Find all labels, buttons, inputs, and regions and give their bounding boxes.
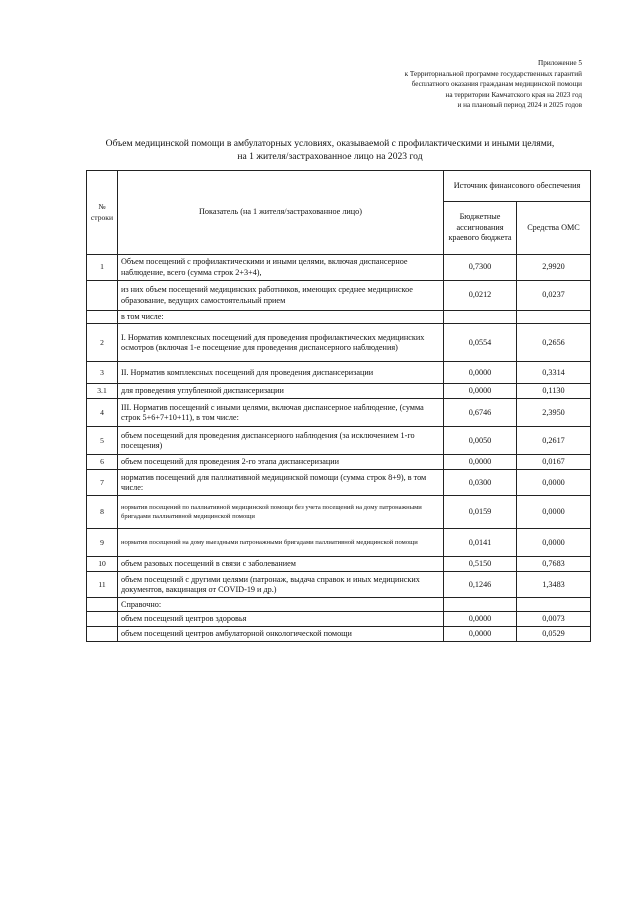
table-row	[87, 399, 591, 427]
row-number-cell: 3	[87, 362, 118, 384]
budget-value-cell: 0,0000	[444, 384, 517, 399]
indicator-cell: объем посещений для проведения 2-го этапа диспансеризации	[118, 455, 444, 470]
oms-value-cell: 0,0529	[517, 627, 591, 642]
budget-value-cell: 0,6746	[444, 399, 517, 427]
appendix-line: на территории Камчатского края на 2023 год	[445, 90, 582, 99]
budget-value-cell: 0,7300	[444, 255, 517, 281]
indicator-cell: I. Норматив комплексных посещений для проведения профилактических медицинских осмотров (включая 1-е посещение для проведения диспансерного наблюдения)	[118, 324, 444, 362]
budget-value-cell: 0,0000	[444, 362, 517, 384]
indicator-cell: объем посещений центров здоровья	[118, 612, 444, 627]
budget-value-cell	[444, 598, 517, 612]
indicator-cell: для проведения углубленной диспансеризации	[118, 384, 444, 399]
oms-value-cell: 0,0167	[517, 455, 591, 470]
table-row	[87, 281, 591, 311]
oms-value-cell: 1,3483	[517, 572, 591, 598]
volume-table	[86, 170, 591, 642]
document-title	[70, 138, 590, 163]
row-number-cell: 4	[87, 399, 118, 427]
oms-value-cell: 2,9920	[517, 255, 591, 281]
header-source: Источник финансового обеспечения	[444, 171, 591, 202]
budget-value-cell: 0,0212	[444, 281, 517, 311]
row-number-cell: 2	[87, 324, 118, 362]
appendix-line: Приложение 5	[538, 59, 582, 67]
budget-value-cell: 0,0300	[444, 470, 517, 496]
indicator-cell: III. Норматив посещений с иными целями, включая диспансерное наблюдение, (сумма строк 5+6+7+10+11), в том числе:	[118, 399, 444, 427]
budget-value-cell: 0,0141	[444, 529, 517, 557]
indicator-cell: в том числе:	[118, 311, 444, 324]
header-row-number: № строки	[87, 171, 118, 255]
indicator-cell: объем посещений с другими целями (патронаж, выдача справок и иных медицинских документов, вакцинация от COVID-19 и др.)	[118, 572, 444, 598]
appendix-line: и на плановый период 2024 и 2025 годов	[457, 101, 582, 110]
table-row	[87, 384, 591, 399]
indicator-cell: Справочно:	[118, 598, 444, 612]
row-number-cell: 5	[87, 427, 118, 455]
row-number-cell	[87, 627, 118, 642]
row-number-cell	[87, 598, 118, 612]
table-body	[87, 255, 591, 642]
row-number-cell: 1	[87, 255, 118, 281]
oms-value-cell: 2,3950	[517, 399, 591, 427]
oms-value-cell: 0,3314	[517, 362, 591, 384]
table-row	[87, 496, 591, 529]
oms-value-cell	[517, 598, 591, 612]
appendix-note	[282, 58, 582, 111]
table-row	[87, 427, 591, 455]
oms-value-cell: 0,2656	[517, 324, 591, 362]
budget-value-cell: 0,0000	[444, 612, 517, 627]
budget-value-cell: 0,0159	[444, 496, 517, 529]
header-indicator: Показатель (на 1 жителя/застрахованное лицо)	[118, 171, 444, 255]
header-oms: Средства ОМС	[517, 202, 591, 255]
table-row	[87, 362, 591, 384]
budget-value-cell	[444, 311, 517, 324]
row-number-cell	[87, 281, 118, 311]
indicator-cell: объем разовых посещений в связи с заболеванием	[118, 557, 444, 572]
table-header-row	[87, 171, 591, 202]
oms-value-cell: 0,0000	[517, 470, 591, 496]
oms-value-cell: 0,0000	[517, 496, 591, 529]
table-row	[87, 572, 591, 598]
indicator-cell: норматив посещений на дому выездными патронажными бригадами паллиативной медицинской помощи	[118, 529, 444, 557]
table-row	[87, 470, 591, 496]
oms-value-cell: 0,0073	[517, 612, 591, 627]
table-row	[87, 627, 591, 642]
table-row	[87, 557, 591, 572]
appendix-line: бесплатного оказания гражданам медицинской помощи	[411, 80, 582, 89]
budget-value-cell: 0,5150	[444, 557, 517, 572]
row-number-cell: 9	[87, 529, 118, 557]
oms-value-cell	[517, 311, 591, 324]
table-row	[87, 255, 591, 281]
oms-value-cell: 0,1130	[517, 384, 591, 399]
oms-value-cell: 0,2617	[517, 427, 591, 455]
table-row	[87, 529, 591, 557]
indicator-cell: норматив посещений для паллиативной медицинской помощи (сумма строк 8+9), в том числе:	[118, 470, 444, 496]
table-row	[87, 612, 591, 627]
row-number-cell: 6	[87, 455, 118, 470]
oms-value-cell: 0,0237	[517, 281, 591, 311]
budget-value-cell: 0,0000	[444, 627, 517, 642]
title-line-1: Объем медицинской помощи в амбулаторных условиях, оказываемой с профилактическими и иными целями,	[105, 138, 555, 149]
indicator-cell: норматив посещений по паллиативной медицинской помощи без учета посещений на дому патронажными бригадами паллиативной медицинской помощи	[118, 496, 444, 529]
budget-value-cell: 0,0050	[444, 427, 517, 455]
table-row	[87, 455, 591, 470]
indicator-cell: объем посещений центров амбулаторной онкологической помощи	[118, 627, 444, 642]
budget-value-cell: 0,0000	[444, 455, 517, 470]
row-number-cell: 8	[87, 496, 118, 529]
table-row	[87, 311, 591, 324]
indicator-cell: объем посещений для проведения диспансерного наблюдения (за исключением 1-го посещения)	[118, 427, 444, 455]
title-line-2: на 1 жителя/застрахованное лицо на 2023 год	[237, 150, 423, 162]
oms-value-cell: 0,0000	[517, 529, 591, 557]
header-budget: Бюджетные ассигнования краевого бюджета	[444, 202, 517, 255]
table-row	[87, 324, 591, 362]
row-number-cell: 7	[87, 470, 118, 496]
row-number-cell	[87, 612, 118, 627]
indicator-cell: II. Норматив комплексных посещений для проведения диспансеризации	[118, 362, 444, 384]
appendix-line: к Территориальной программе государственных гарантий	[404, 69, 582, 78]
row-number-cell: 11	[87, 572, 118, 598]
row-number-cell: 3.1	[87, 384, 118, 399]
indicator-cell: из них объем посещений медицинских работников, имеющих среднее медицинское образование, ведущих самостоятельный прием	[118, 281, 444, 311]
indicator-cell: Объем посещений с профилактическими и иными целями, включая диспансерное наблюдение, всего (сумма строк 2+3+4),	[118, 255, 444, 281]
row-number-cell	[87, 311, 118, 324]
table-row	[87, 598, 591, 612]
oms-value-cell: 0,7683	[517, 557, 591, 572]
budget-value-cell: 0,0554	[444, 324, 517, 362]
row-number-cell: 10	[87, 557, 118, 572]
budget-value-cell: 0,1246	[444, 572, 517, 598]
